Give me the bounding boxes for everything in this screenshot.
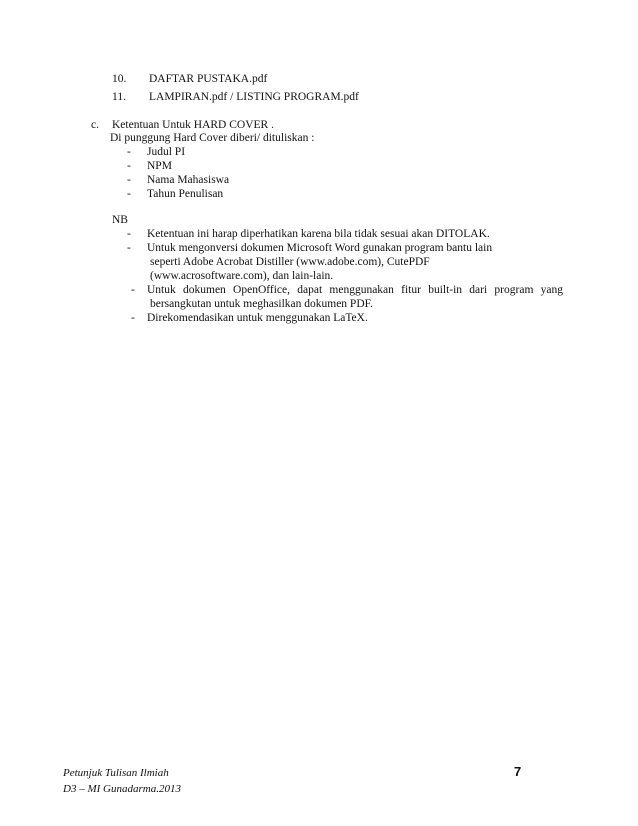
- nb-item-2-line-2: seperti Adobe Acrobat Distiller (www.adobe.com), CutePDF: [150, 256, 430, 268]
- cover-item-judul: Judul PI: [147, 146, 186, 158]
- cover-item-nama: Nama Mahasiswa: [147, 174, 230, 186]
- nb-item-3-line-2: bersangkutan untuk meghasilkan dokumen PDF.: [150, 298, 373, 310]
- nb-item-2-line-3: (www.acrosoftware.com), dan lain-lain.: [150, 270, 334, 282]
- footer-title: Petunjuk Tulisan Ilmiah: [63, 767, 169, 779]
- nb-item-1: Ketentuan ini harap diperhatikan karena bila tidak sesuai akan DITOLAK.: [147, 228, 490, 240]
- section-c-marker: c.: [91, 119, 99, 131]
- list-number-11: 11.: [112, 91, 126, 103]
- page-number: 7: [514, 764, 522, 779]
- footer-subtitle: D3 – MI Gunadarma.2013: [63, 783, 181, 795]
- nb-label: NB: [112, 214, 128, 226]
- bullet-dash: -: [127, 174, 131, 186]
- cover-item-npm: NPM: [147, 160, 172, 172]
- bullet-dash: -: [127, 188, 131, 200]
- bullet-dash: -: [131, 284, 135, 296]
- bullet-dash: -: [127, 160, 131, 172]
- nb-item-2-line-1: Untuk mengonversi dokumen Microsoft Word gunakan program bantu lain: [147, 242, 493, 254]
- cover-item-tahun: Tahun Penulisan: [147, 188, 224, 200]
- bullet-dash: -: [131, 312, 135, 324]
- section-c-intro: Di punggung Hard Cover diberi/ dituliskan :: [110, 132, 315, 144]
- section-c-heading: Ketentuan Untuk HARD COVER .: [112, 119, 274, 131]
- nb-item-4: Direkomendasikan untuk menggunakan LaTeX.: [147, 312, 368, 324]
- bullet-dash: -: [127, 242, 131, 254]
- list-item-daftar-pustaka: DAFTAR PUSTAKA.pdf: [149, 73, 268, 85]
- footer: [63, 765, 181, 797]
- nb-item-3-line-1: Untuk dokumen OpenOffice, dapat menggunakan fitur built-in dari program yang: [147, 284, 563, 296]
- bullet-dash: -: [127, 228, 131, 240]
- list-number-10: 10.: [112, 73, 127, 85]
- bullet-dash: -: [127, 146, 131, 158]
- list-item-lampiran: LAMPIRAN.pdf / LISTING PROGRAM.pdf: [149, 91, 359, 103]
